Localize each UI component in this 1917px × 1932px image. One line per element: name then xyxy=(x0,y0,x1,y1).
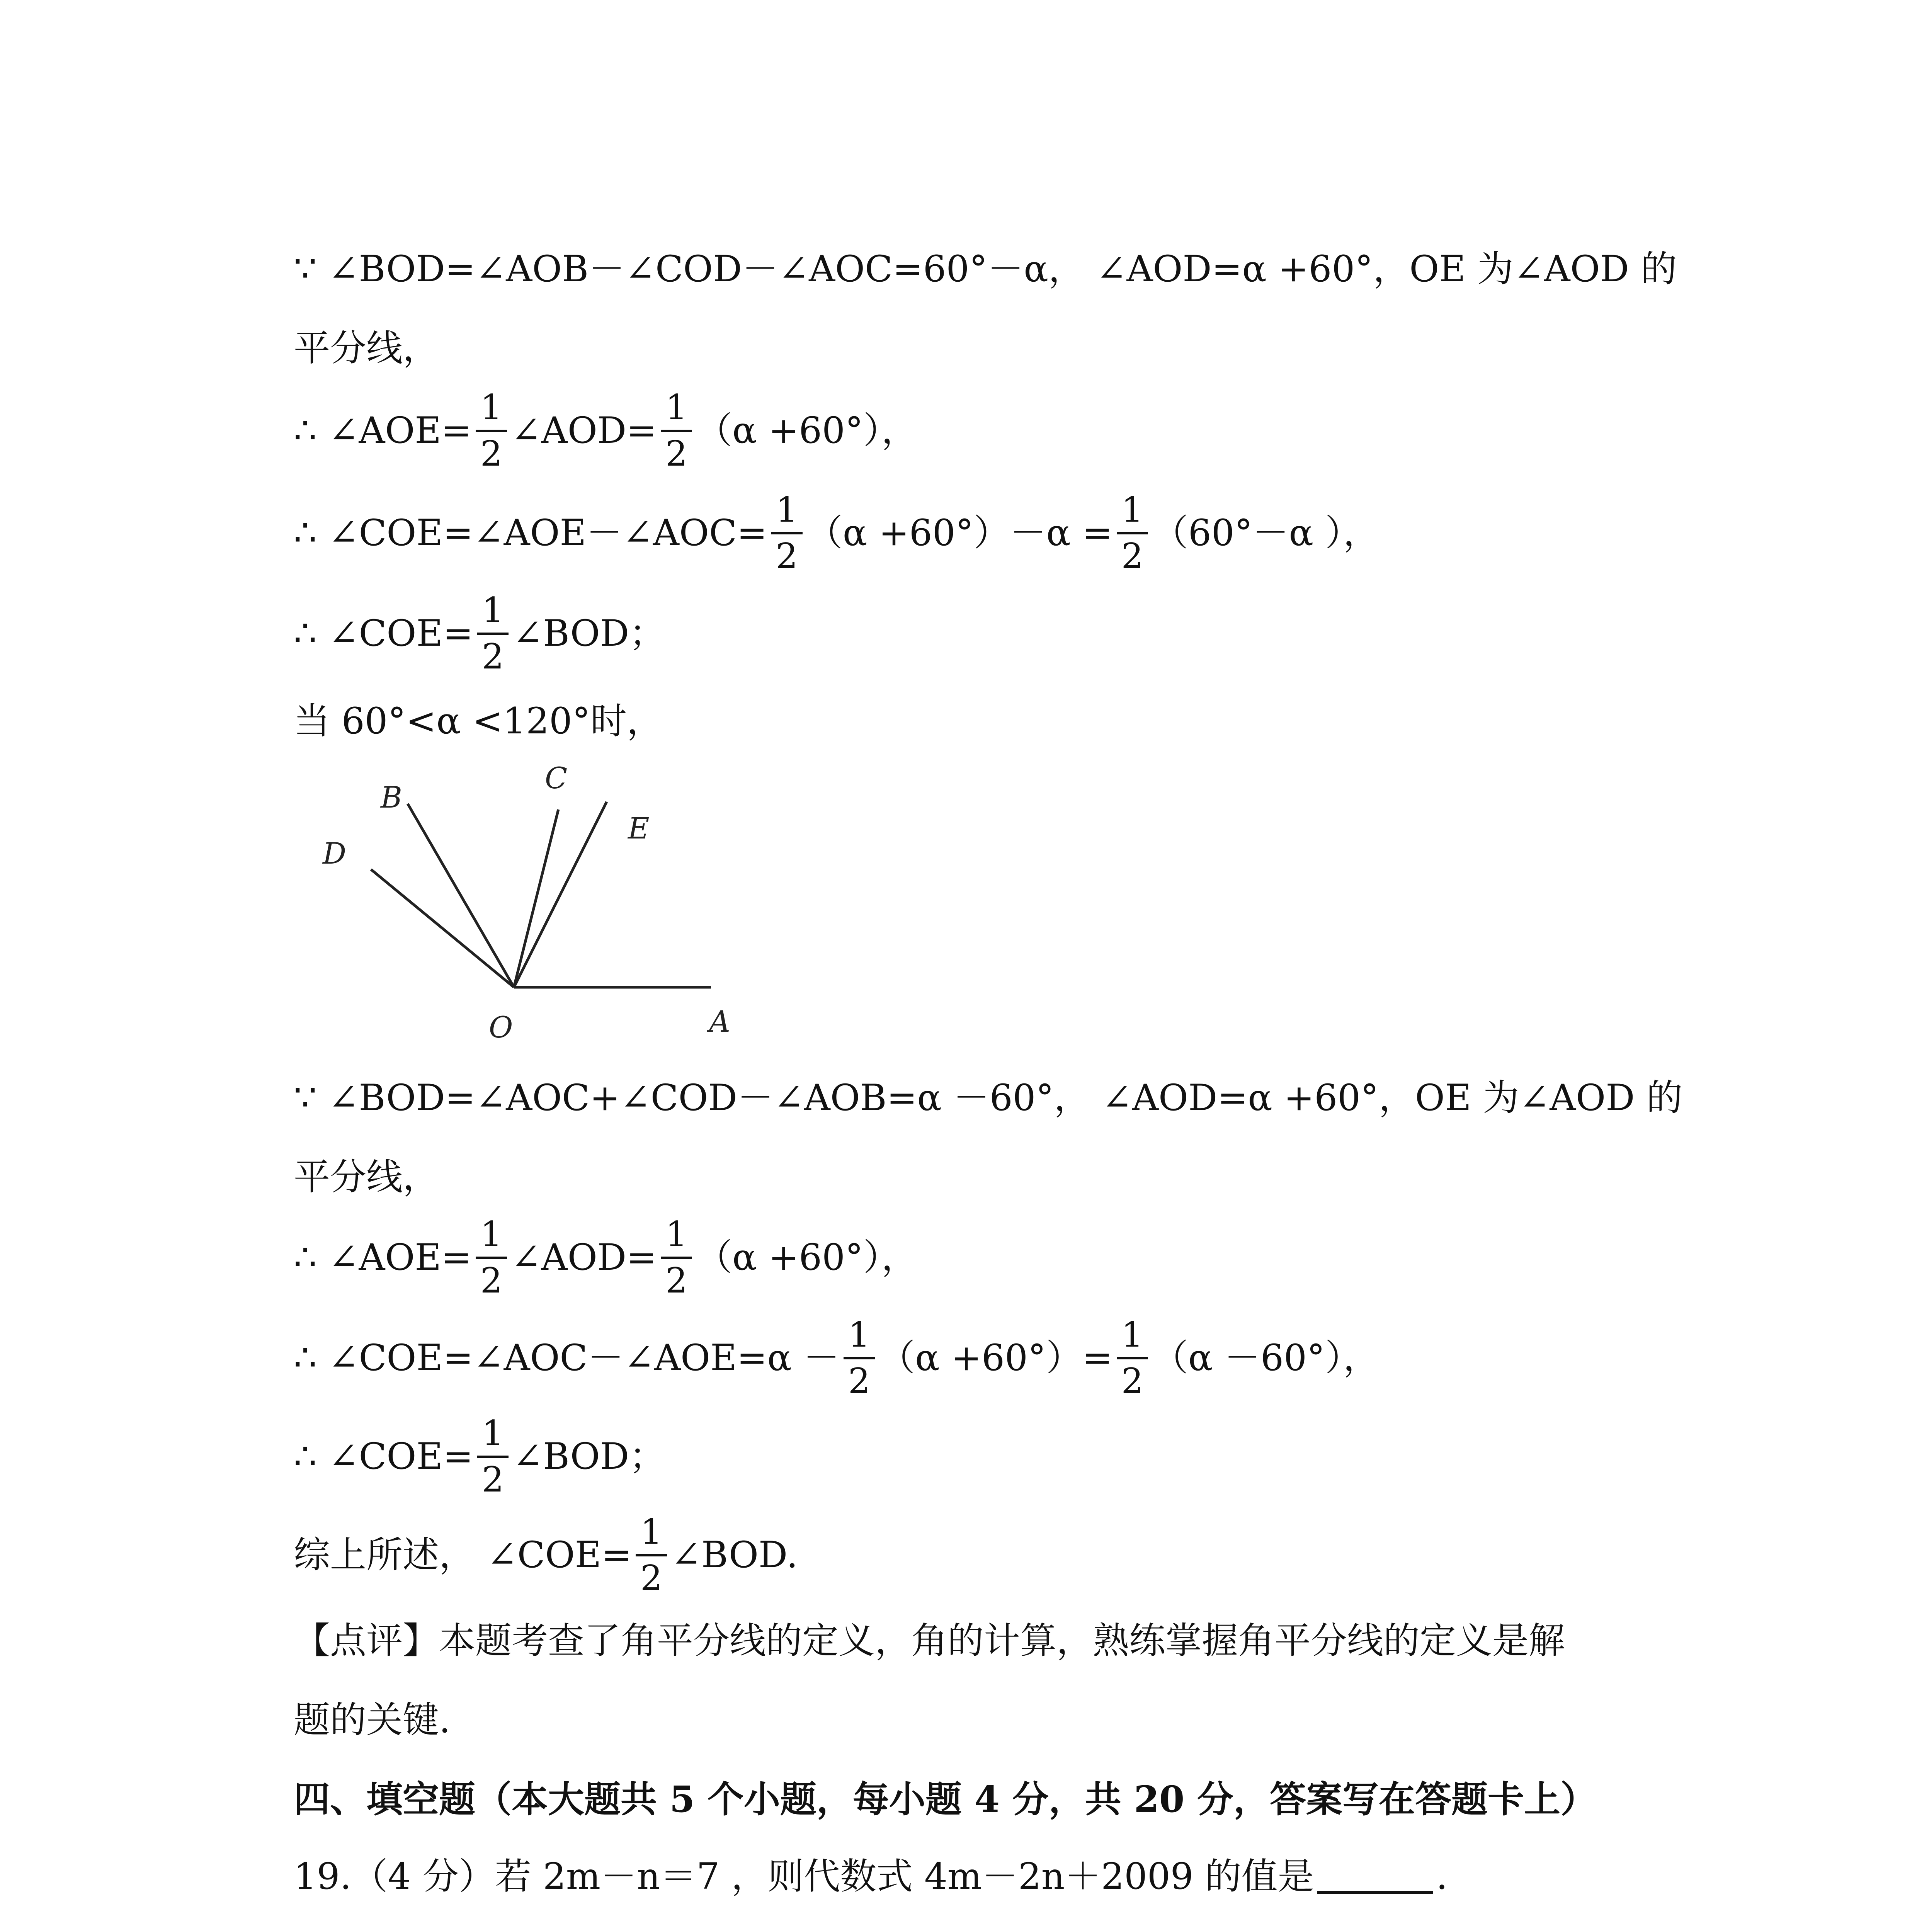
fraction: $\frac{1}{2}$ xyxy=(477,1416,509,1497)
text-segment: ∠AOD= xyxy=(511,1236,657,1279)
answer-blank xyxy=(1317,1860,1433,1894)
ray-ob xyxy=(408,804,514,987)
text-segment: ∴ ∠COE=∠AOC－∠AOE=α － xyxy=(294,1337,840,1379)
ray-oe xyxy=(514,802,607,987)
label-b: B xyxy=(381,780,402,815)
solution-line: 当 60°<α <120°时， xyxy=(294,700,663,742)
fraction: $\frac{1}{2}$ xyxy=(476,1217,507,1298)
angle-figure xyxy=(301,753,765,1055)
fraction: $\frac{1}{2}$ xyxy=(1117,493,1148,574)
text-segment: （α －60°）， xyxy=(1152,1337,1379,1379)
text-segment: ∴ ∠COE=∠AOE－∠AOC= xyxy=(294,512,767,554)
text-segment: （60°－α ）， xyxy=(1152,512,1379,554)
section-heading: 四、填空题（本大题共 5 个小题，每小题 4 分，共 20 分，答案写在答题卡上） xyxy=(294,1778,1597,1821)
text-segment: ∴ ∠AOE= xyxy=(294,410,472,452)
text-segment: ∴ ∠COE= xyxy=(294,612,473,655)
fraction: $\frac{1}{2}$ xyxy=(636,1515,667,1596)
fraction: $\frac{1}{2}$ xyxy=(661,1217,692,1298)
solution-line: 平分线， xyxy=(294,327,439,369)
ray-oc xyxy=(514,810,558,987)
label-a: A xyxy=(709,1004,730,1039)
solution-line xyxy=(294,1315,1646,1401)
question-19 xyxy=(294,1855,1646,1898)
solution-line xyxy=(294,1512,1646,1599)
fraction: $\frac{1}{2}$ xyxy=(661,390,692,471)
text-segment: ∠AOD= xyxy=(511,410,657,452)
solution-line: 平分线， xyxy=(294,1156,439,1198)
text-segment: （α +60°）－α = xyxy=(806,512,1113,554)
solution-line: ∵ ∠BOD=∠AOB－∠COD－∠AOC=60°－α， ∠AOD=α +60°，OE 为∠AOD 的 xyxy=(294,248,1677,290)
label-o: O xyxy=(489,1010,513,1044)
solution-line xyxy=(294,1413,1646,1500)
text-segment: ∠BOD； xyxy=(512,1435,666,1478)
label-e: E xyxy=(628,811,650,845)
text-segment: ∴ ∠COE= xyxy=(294,1435,473,1478)
comment-line: 【点评】本题考查了角平分线的定义，角的计算，熟练掌握角平分线的定义是解 xyxy=(294,1620,1565,1662)
label-d: D xyxy=(323,836,346,871)
fraction: $\frac{1}{2}$ xyxy=(1117,1318,1148,1399)
text-segment: （α +60°）， xyxy=(696,1236,918,1279)
fraction: $\frac{1}{2}$ xyxy=(477,593,509,674)
text-segment: . xyxy=(1436,1855,1448,1898)
text-segment: ∴ ∠AOE= xyxy=(294,1236,472,1279)
fraction: $\frac{1}{2}$ xyxy=(476,390,507,471)
text-segment: ∠BOD. xyxy=(671,1534,798,1576)
text-segment: （α +60°）= xyxy=(879,1337,1113,1379)
solution-line: ∵ ∠BOD=∠AOC+∠COD－∠AOB=α －60°， ∠AOD=α +60°，OE 为∠AOD 的 xyxy=(294,1077,1683,1119)
solution-line xyxy=(294,387,1646,474)
comment-line: 题的关键. xyxy=(294,1699,451,1741)
text-segment: 综上所述， ∠COE= xyxy=(294,1534,632,1576)
ray-od xyxy=(371,869,514,987)
solution-line xyxy=(294,490,1646,577)
question-text: 19.（4 分）若 2m－n＝7 ，则代数式 4m－2n＋2009 的值是 xyxy=(294,1855,1314,1898)
solution-line xyxy=(294,590,1646,677)
label-c: C xyxy=(545,761,568,795)
text-segment: ∠BOD； xyxy=(512,612,666,655)
fraction: $\frac{1}{2}$ xyxy=(844,1318,875,1399)
solution-line xyxy=(294,1214,1646,1301)
fraction: $\frac{1}{2}$ xyxy=(771,493,803,574)
text-segment: （α +60°）， xyxy=(696,410,918,452)
